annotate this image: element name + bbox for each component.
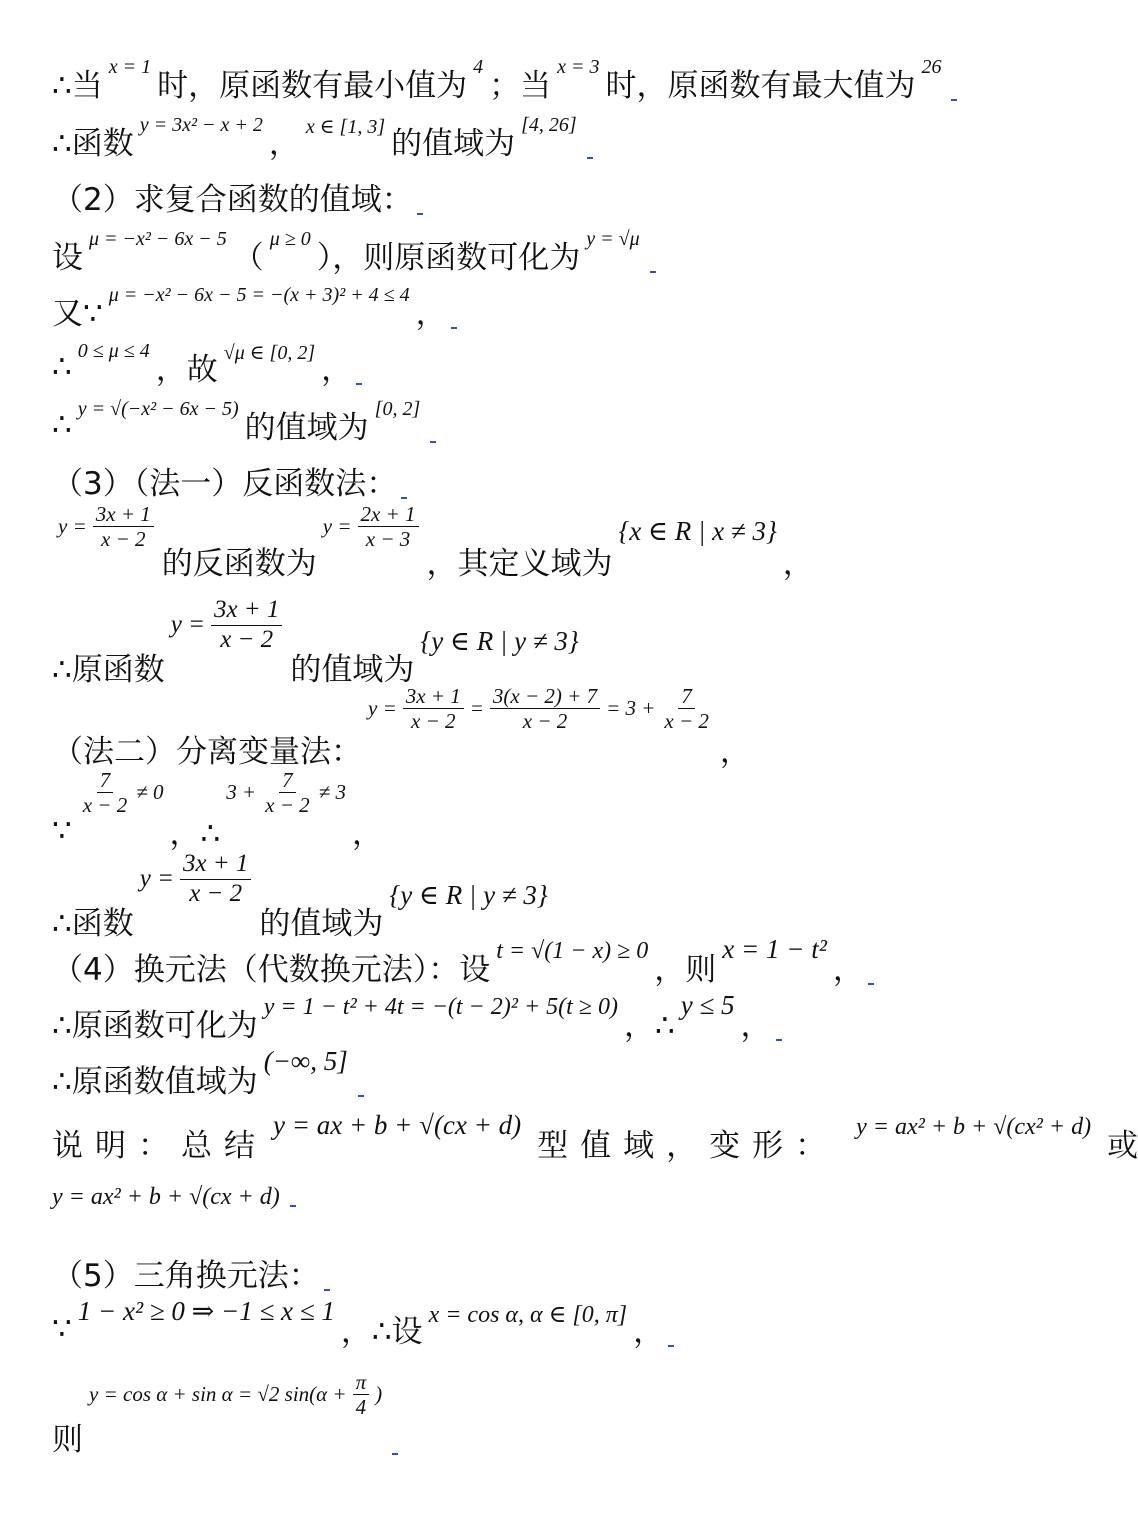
text: （2）求复合函数的值域： [52,182,413,218]
text: 的反函数为 [161,546,317,582]
text: ∴ [52,348,72,385]
fraction-denominator: x − 2 [101,527,146,552]
text-line [52,114,593,163]
text-line [52,398,436,447]
math: (−∞, 5] [263,1046,348,1076]
fraction-numerator: π [353,1370,370,1395]
math-text: y = [322,514,352,539]
math: {y ∈ R | y ≠ 3} [389,880,548,910]
math [87,1370,384,1419]
fraction [180,850,251,909]
text: ，∴设 [340,1314,423,1350]
text: ∴原函数可化为 [52,1008,258,1044]
line-note [52,1110,1138,1165]
fraction [353,1370,370,1419]
math-text: y = cos α + sin α = √2 sin(α + [89,1382,347,1407]
text-line [52,1296,674,1351]
text: 的值域为 [290,652,415,688]
text: 时，原函数有最大值为 [605,68,916,104]
end-mark [401,495,407,499]
text: ， [719,734,751,770]
math-text: y = [139,865,174,893]
fraction [262,768,313,817]
fraction [80,768,131,817]
fraction [490,684,600,733]
text-line [52,174,423,219]
fraction [661,684,712,733]
fraction [358,502,419,551]
fraction-denominator: x − 2 [411,709,456,734]
math: μ = −x² − 6x − 5 [89,228,227,250]
end-mark [356,381,362,385]
text: 时，原函数有最小值为 [157,68,468,104]
fraction-numerator: 3x + 1 [93,502,154,527]
end-mark [324,1287,330,1291]
text-line [52,228,656,277]
math: x = cos α, α ∈ [0, π] [428,1302,628,1328]
math: y = 1 − t² + 4t = −(t − 2)² + 5(t ≥ 0) [263,994,618,1020]
end-mark [392,1451,398,1455]
text: ，故 [155,352,218,388]
end-mark [951,97,957,101]
math-text: = 3 + [606,696,656,721]
text: ；当 [489,68,552,104]
text-line [52,56,957,105]
end-mark [358,1093,364,1097]
math [169,596,287,655]
fraction [211,596,282,655]
math: √μ ∈ [0, 2] [223,342,316,364]
math: y = √(−x² − 6x − 5) [77,398,239,420]
fraction-denominator: 4 [355,1395,367,1420]
math [56,502,158,551]
math: y = √μ [586,228,640,250]
math: x ∈ [1, 3] [305,116,386,138]
text: （5）三角换元法： [52,1258,320,1294]
math: x = 1 − t² [722,934,827,964]
text: ， [351,816,383,852]
math: 26 [921,56,942,78]
end-mark [776,1037,782,1041]
text: ， [633,1314,665,1350]
math-text: y = [170,611,205,639]
line-method2 [52,684,751,771]
text: ，则 [654,952,717,988]
math-text: ≠ 3 [318,780,346,805]
line-note-2 [52,1184,296,1211]
text-line [52,1250,330,1295]
text: ），则原函数可化为 [316,240,581,276]
math-text: y = [368,696,397,721]
text: 又∵ [52,296,103,332]
text: ∵ [52,812,72,849]
fraction-numerator: 3(x − 2) + 7 [490,684,600,709]
math: y = 3x² − x + 2 [139,114,263,136]
line-inverse-function [52,502,814,583]
fraction-denominator: x − 2 [522,709,568,734]
text-line [52,340,362,389]
text: ， [832,952,864,988]
end-mark [451,325,457,329]
fraction-denominator: x − 2 [265,793,310,818]
end-mark [430,439,436,443]
math-text: 3 + [226,780,257,805]
text: （3）（法一）反函数法： [52,466,398,502]
text: ， [321,352,353,388]
math: y ≤ 5 [680,990,735,1020]
math [366,684,716,733]
fraction-numerator: 3x + 1 [403,684,464,709]
math: x = 1 [108,56,152,78]
text-line [52,458,407,503]
text: 设 [52,240,83,276]
text: （4）换元法（代数换元法）：设 [52,952,491,988]
fraction-denominator: x − 2 [189,879,243,907]
math: x = 3 [557,56,600,78]
math-text: = [469,696,484,721]
math: {y ∈ R | y ≠ 3} [420,626,579,656]
fraction-numerator: 7 [279,768,296,793]
fraction-numerator: 7 [678,684,695,709]
math: μ = −x² − 6x − 5 = −(x + 3)² + 4 ≤ 4 [108,284,410,306]
math: y = ax² + b + √(cx² + d) [856,1114,1092,1140]
text: ∴函数 [52,126,134,162]
text-line [52,1046,364,1101]
text: ，∴ [623,1008,675,1044]
text: ∴当 [52,68,103,104]
end-mark [650,269,656,273]
math-text: ) [375,1382,383,1407]
fraction-denominator: x − 2 [82,793,128,818]
fraction [93,502,154,551]
text: 的值域为 [259,906,384,942]
fraction-denominator: x − 3 [365,527,411,552]
text: ， [740,1008,772,1044]
text: ， [415,296,447,332]
text: 型值域，变形： [537,1128,839,1164]
line-last [52,1370,398,1459]
text: ∵ [52,1310,72,1347]
math: 4 [473,56,484,78]
fraction-denominator: x − 2 [220,625,274,653]
end-mark [668,1343,674,1347]
text-line [52,284,457,333]
math [76,768,166,817]
text-line [52,934,874,989]
note-label: 说明：总结 [52,1128,267,1164]
text: （ [232,240,264,276]
text: ， [782,546,814,582]
fraction-numerator: 2x + 1 [358,502,419,527]
math: 0 ≤ μ ≤ 4 [77,340,150,362]
math: 1 − x² ≥ 0 ⇒ −1 ≤ x ≤ 1 [77,1296,335,1326]
math [138,850,256,909]
text: 的值域为 [391,126,516,162]
math: [0, 2] [374,398,421,420]
line-since [52,768,383,853]
math: [4, 26] [521,114,577,136]
math-text: y = [58,514,87,539]
text: ∴ [52,406,72,443]
math: y = ax + b + √(cx + d) [273,1110,522,1140]
fraction-numerator: 3x + 1 [211,596,282,626]
text-line [52,990,782,1045]
text: ，其定义域为 [426,546,613,582]
text: ， [268,126,300,162]
fraction-denominator: x − 2 [664,709,709,734]
text: （法二）分离变量法： [52,734,362,770]
math: t = √(1 − x) ≥ 0 [496,938,649,964]
math: y = ax² + b + √(cx + d) [52,1184,280,1210]
text: ∴原函数 [52,652,165,688]
end-mark [868,981,874,985]
text: ∴原函数值域为 [52,1064,258,1100]
line-range-method1 [52,596,585,689]
end-mark [587,155,593,159]
end-mark [417,211,423,215]
fraction-numerator: 7 [97,768,114,793]
text: ∴函数 [52,906,134,942]
text: 则 [52,1422,83,1458]
text: 的值域为 [244,410,369,446]
line-range-method2 [52,850,554,943]
math [321,502,423,551]
end-mark [290,1203,296,1207]
math [224,768,348,817]
math: {x ∈ R | x ≠ 3} [618,516,777,546]
math-text: ≠ 0 [136,780,164,805]
text: 或 [1107,1128,1138,1164]
fraction [403,684,464,733]
math: μ ≥ 0 [269,228,311,250]
fraction-numerator: 3x + 1 [180,850,251,880]
text: ，∴ [169,816,221,852]
